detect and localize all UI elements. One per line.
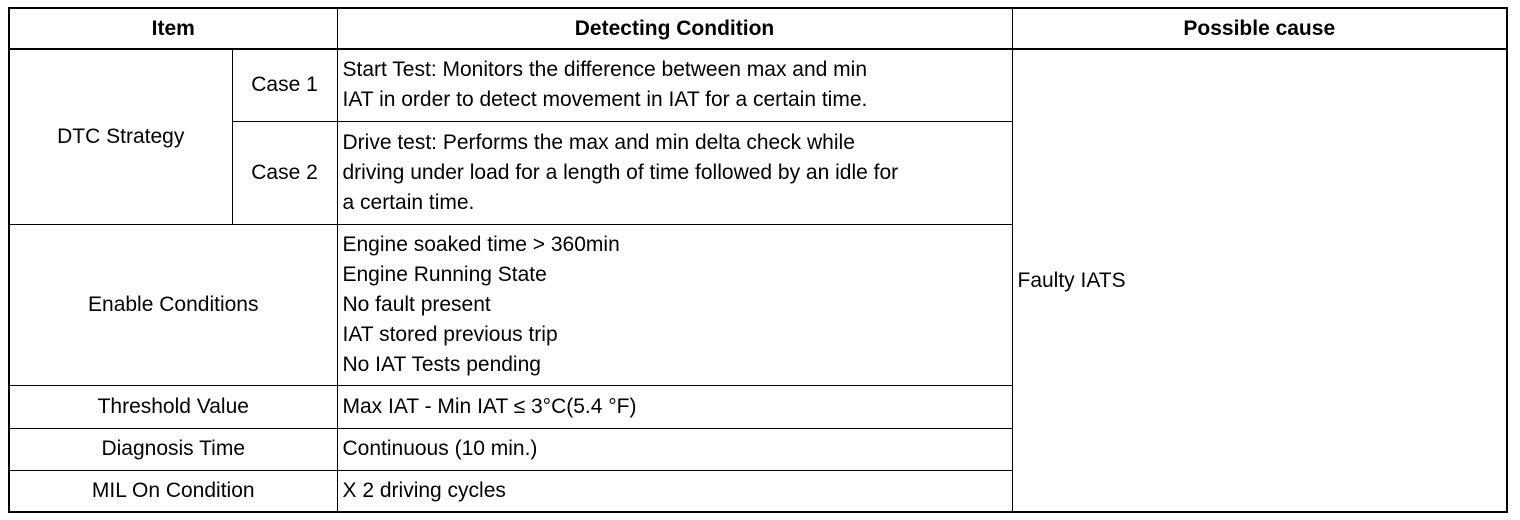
threshold-value-label: Threshold Value <box>9 385 337 428</box>
case2-condition <box>337 121 1012 224</box>
header-detecting-condition: Detecting Condition <box>337 8 1012 49</box>
enable-condition-line: Engine Running State <box>342 262 547 286</box>
threshold-value: Max IAT - Min IAT ≤ 3°C(5.4 °F) <box>337 385 1012 428</box>
possible-cause-value: Faulty IATS <box>1012 49 1507 512</box>
case2-line: driving under load for a length of time followed by an idle for <box>342 160 899 184</box>
header-possible-cause: Possible cause <box>1012 8 1507 49</box>
header-row <box>9 8 1507 49</box>
case2-line: a certain time. <box>342 190 475 214</box>
dtc-spec-table <box>8 7 1508 513</box>
enable-condition-line: No IAT Tests pending <box>342 352 541 376</box>
header-item: Item <box>9 8 337 49</box>
case1-label: Case 1 <box>232 49 337 121</box>
mil-on-condition-label: MIL On Condition <box>9 470 337 512</box>
diagnosis-time-label: Diagnosis Time <box>9 428 337 470</box>
case2-label: Case 2 <box>232 121 337 224</box>
enable-conditions-label: Enable Conditions <box>9 224 337 385</box>
case2-line: Drive test: Performs the max and min delta check while <box>342 130 855 154</box>
case1-condition <box>337 49 1012 121</box>
case1-line: Start Test: Monitors the difference between max and min <box>342 58 867 82</box>
enable-condition-line: Engine soaked time > 360min <box>342 232 620 256</box>
enable-conditions-value <box>337 224 1012 385</box>
dtc-strategy-label: DTC Strategy <box>9 49 232 224</box>
table-row <box>9 49 1507 121</box>
enable-condition-line: IAT stored previous trip <box>342 322 558 346</box>
diagnosis-time-value: Continuous (10 min.) <box>337 428 1012 470</box>
case1-line: IAT in order to detect movement in IAT for a certain time. <box>342 88 868 112</box>
mil-on-condition-value: X 2 driving cycles <box>337 470 1012 512</box>
enable-condition-line: No fault present <box>342 292 491 316</box>
